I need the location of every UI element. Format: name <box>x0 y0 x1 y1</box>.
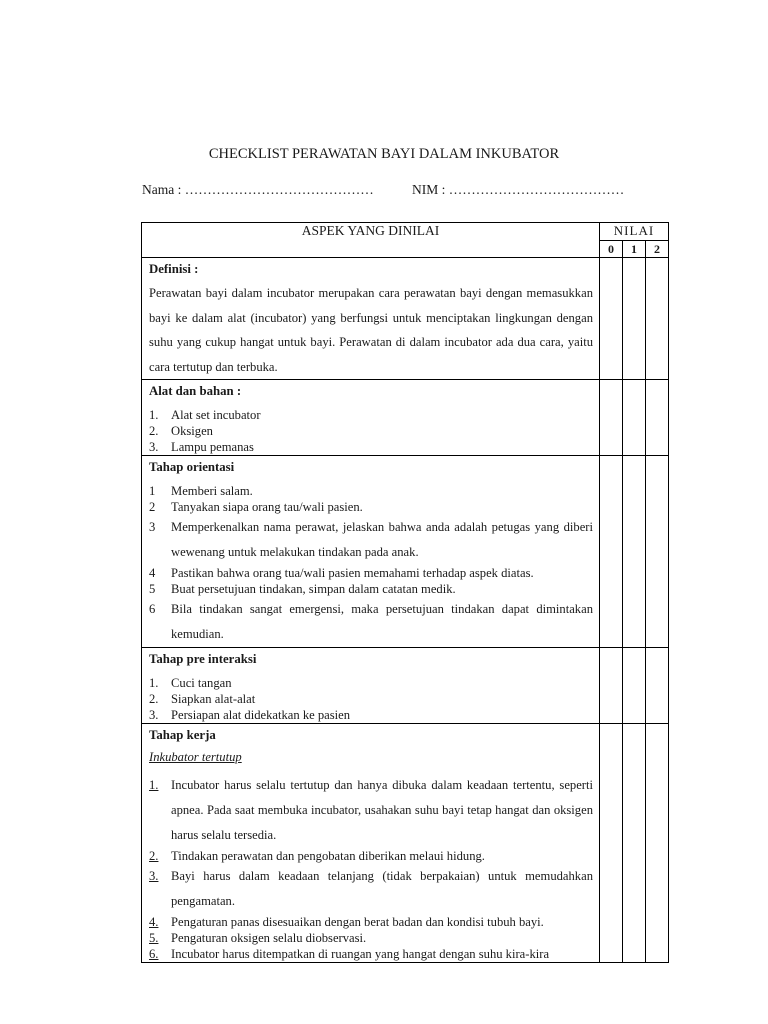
score-cell[interactable] <box>646 648 669 724</box>
list-item: 5 Buat persetujuan tindakan, simpan dalam catatan medik. <box>149 582 456 596</box>
kerja-section <box>142 724 600 963</box>
alat-title: Alat dan bahan : <box>149 384 242 398</box>
score-cell[interactable] <box>600 258 623 380</box>
list-item: 1. Alat set incubator <box>149 408 261 422</box>
list-item: 5. Pengaturan oksigen selalu diobservasi. <box>149 931 367 945</box>
definisi-title: Definisi : <box>149 262 199 276</box>
list-item: 2. Tindakan perawatan dan pengobatan diberikan melaui hidung. <box>149 849 485 863</box>
nilai-header: NILAI <box>600 223 669 241</box>
list-item: 3. Persiapan alat didekatkan ke pasien <box>149 708 351 722</box>
score-cell[interactable] <box>600 724 623 963</box>
orientasi-section <box>142 456 600 648</box>
list-item: 1 Memberi salam. <box>149 484 253 498</box>
list-item: 1. Incubator harus selalu tertutup dan hanya dibuka dalam keadaan tertentu, seperti apnea. Pada saat membuka incubator, usahakan suhu bayi tetap hangat dan oksigen harus selalu tersedia. <box>149 778 593 842</box>
list-item: 6 Bila tindakan sangat emergensi, maka persetujuan tindakan dapat dimintakan kemudian. <box>149 602 593 641</box>
score-header-2: 2 <box>646 240 669 258</box>
score-cell[interactable] <box>646 724 669 963</box>
score-cell[interactable] <box>646 258 669 380</box>
kerja-subtitle: Inkubator tertutup <box>149 750 242 764</box>
checklist-table <box>141 222 669 963</box>
score-header-1: 1 <box>623 240 646 258</box>
list-item: 2 Tanyakan siapa orang tau/wali pasien. <box>149 500 363 514</box>
score-cell[interactable] <box>646 380 669 456</box>
orientasi-title: Tahap orientasi <box>149 460 235 474</box>
score-cell[interactable] <box>600 380 623 456</box>
score-cell[interactable] <box>623 456 646 648</box>
nim-field-label: NIM : ………………………………… <box>412 182 625 197</box>
list-item: 3. Lampu pemanas <box>149 440 254 454</box>
list-item: 3 Memperkenalkan nama perawat, jelaskan bahwa anda adalah petugas yang diberi wewenang untuk melakukan tindakan pada anak. <box>149 520 593 559</box>
score-cell[interactable] <box>623 724 646 963</box>
document-title: CHECKLIST PERAWATAN BAYI DALAM INKUBATOR <box>208 146 560 162</box>
alat-section <box>142 380 600 456</box>
score-header-0: 0 <box>600 240 623 258</box>
list-item: 4. Pengaturan panas disesuaikan dengan berat badan dan kondisi tubuh bayi. <box>149 915 544 929</box>
list-item: 2. Siapkan alat-alat <box>149 692 256 706</box>
score-cell[interactable] <box>623 380 646 456</box>
definisi-text: Perawatan bayi dalam incubator merupakan cara perawatan bayi dengan memasukkan bayi ke dalam alat (incubator) yang berfungsi untuk menciptakan lingkungan dengan suhu yang cukup hangat untuk bayi. Perawatan di dalam incubator ada dua cara, yaitu cara tertutup dan terbuka. <box>149 286 593 374</box>
score-cell[interactable] <box>646 456 669 648</box>
aspek-header: ASPEK YANG DINILAI <box>142 223 600 258</box>
list-item: 3. Bayi harus dalam keadaan telanjang (tidak berpakaian) untuk memudahkan pengamatan. <box>149 869 593 908</box>
pre-interaksi-section <box>142 648 600 724</box>
list-item: 4 Pastikan bahwa orang tua/wali pasien memahami terhadap aspek diatas. <box>149 566 534 580</box>
pre-interaksi-title: Tahap pre interaksi <box>149 652 257 666</box>
list-item: 1. Cuci tangan <box>149 676 232 690</box>
kerja-title: Tahap kerja <box>149 728 216 742</box>
score-cell[interactable] <box>623 648 646 724</box>
score-cell[interactable] <box>600 456 623 648</box>
score-cell[interactable] <box>600 648 623 724</box>
list-item: 6. Incubator harus ditempatkan di ruangan yang hangat dengan suhu kira-kira <box>149 947 550 961</box>
list-item: 2. Oksigen <box>149 424 213 438</box>
definisi-section <box>142 258 600 380</box>
score-cell[interactable] <box>623 258 646 380</box>
nama-field-label: Nama : …………………………………… <box>142 182 374 197</box>
